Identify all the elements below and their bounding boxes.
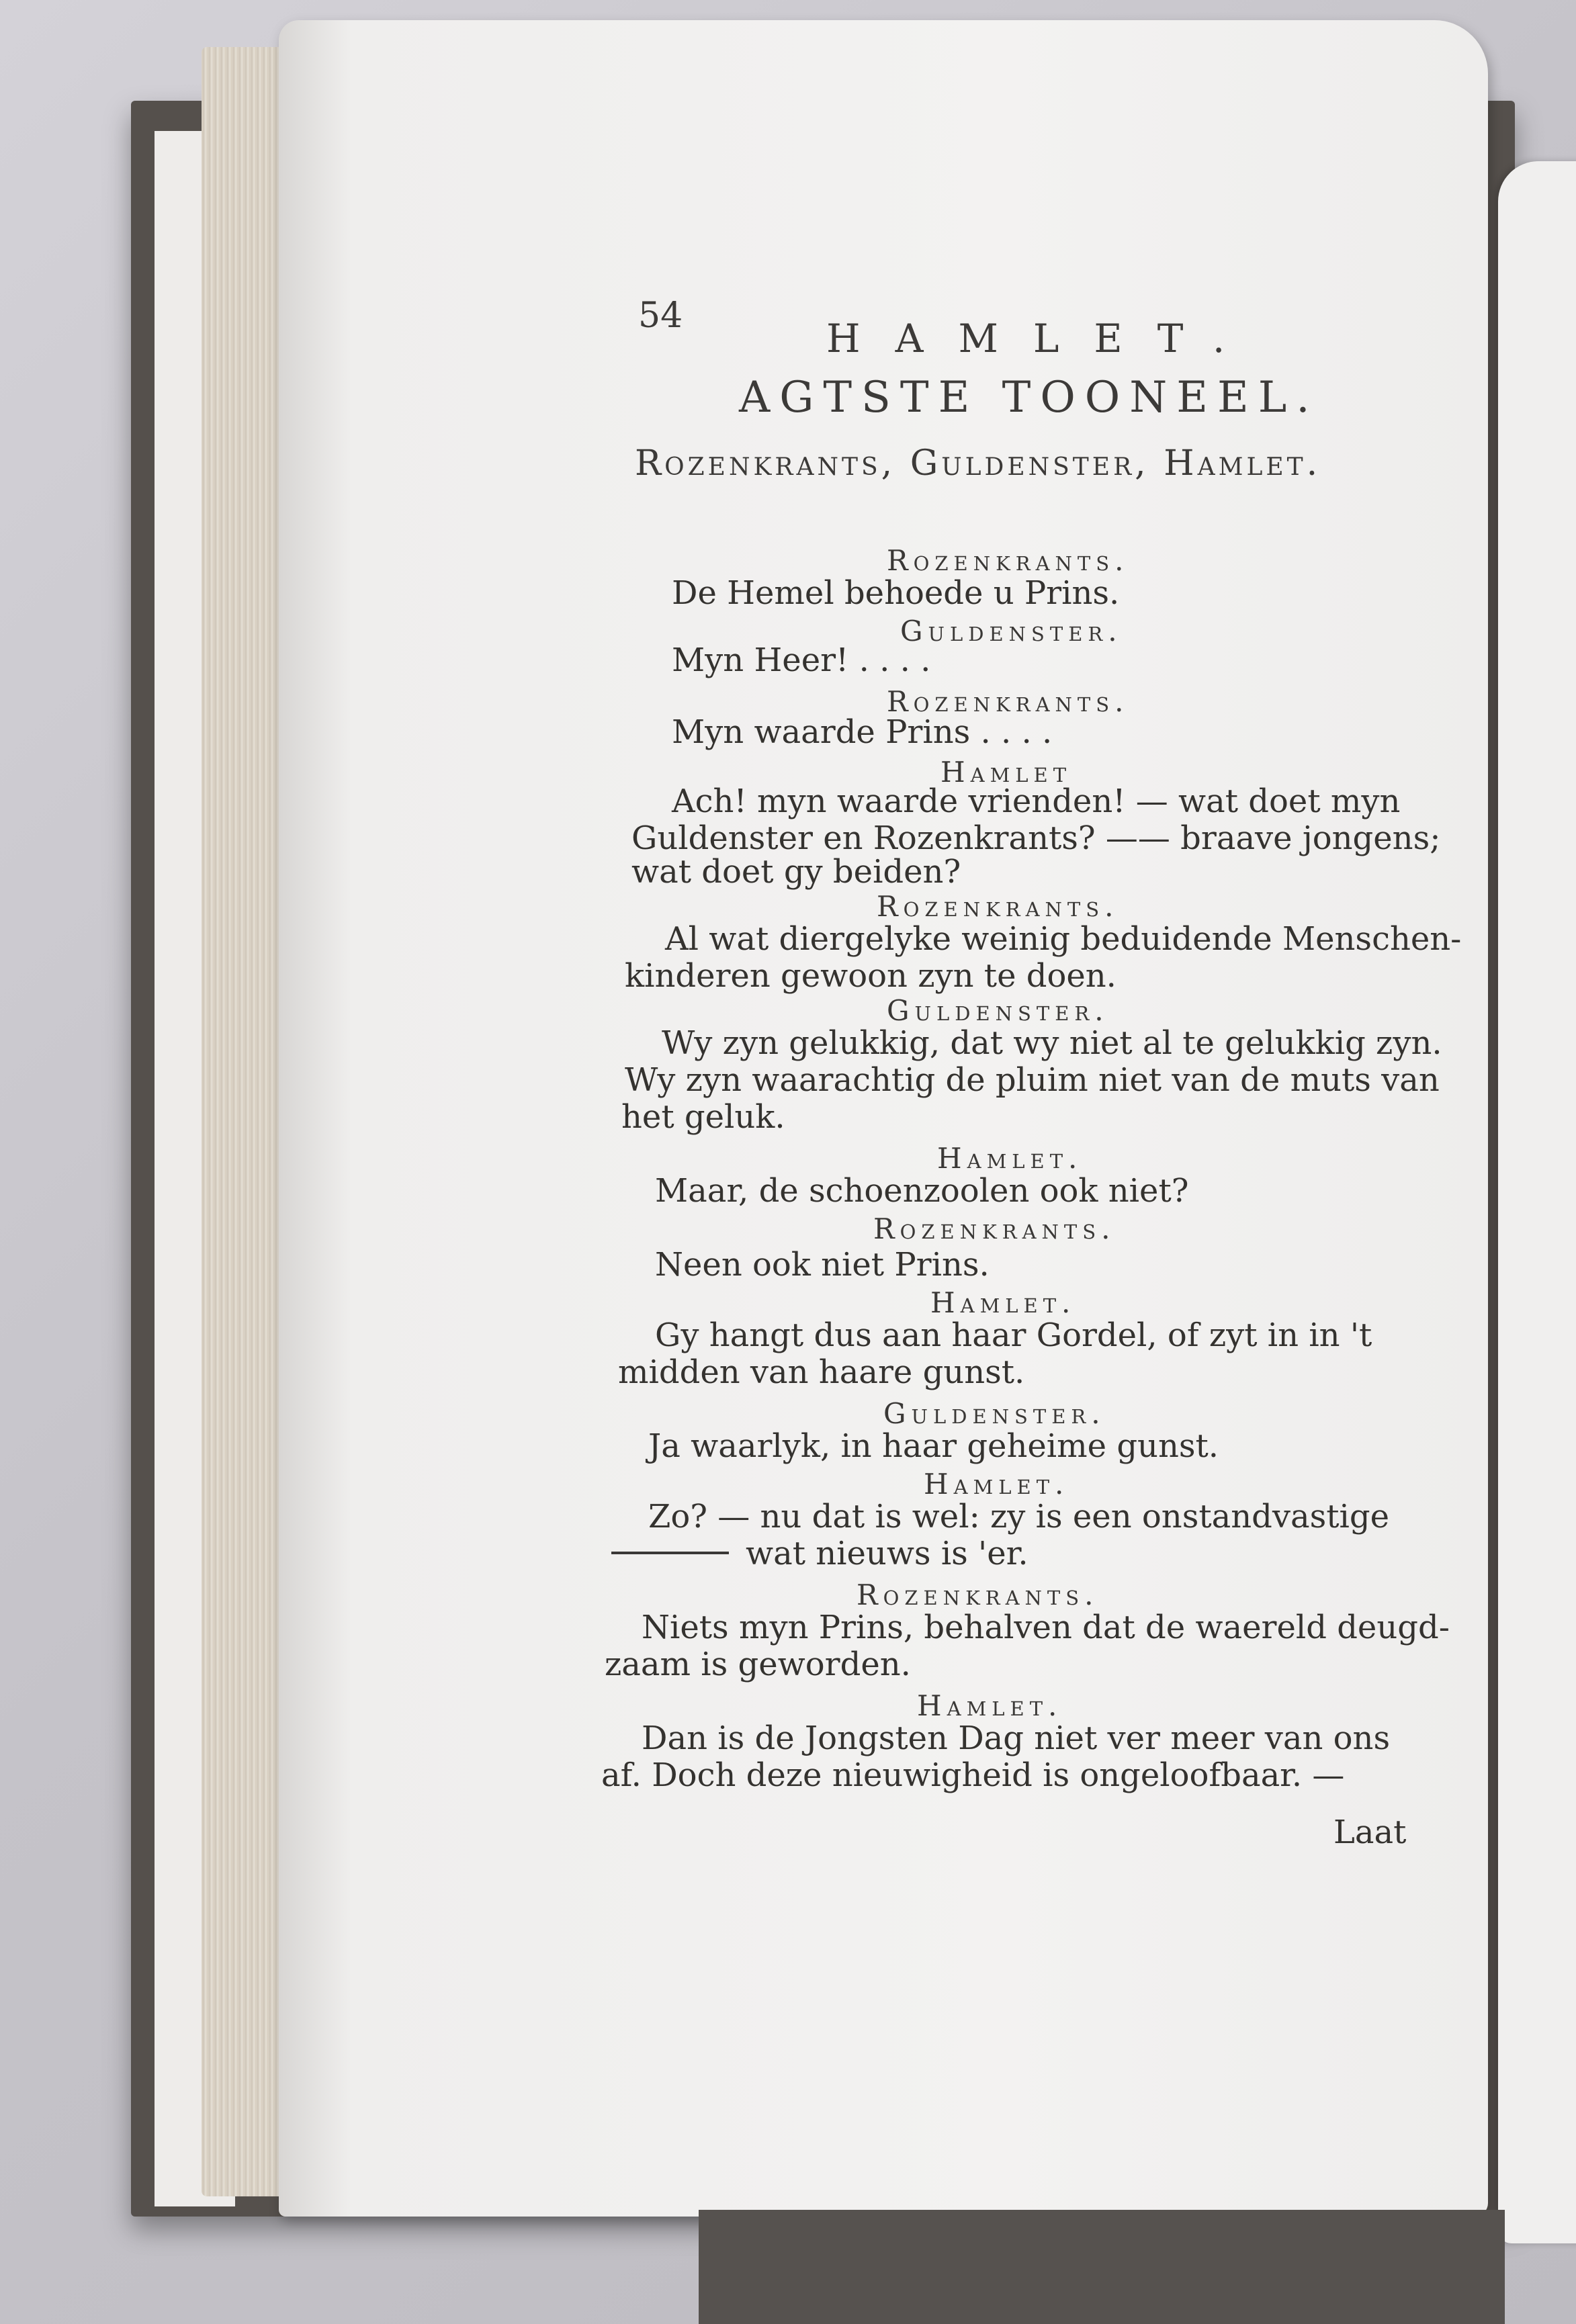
dialogue-line: De Hemel behoede u Prins. xyxy=(672,574,1120,612)
dialogue-line: midden van haare gunst. xyxy=(618,1353,1025,1391)
speaker-name: Hamlet. xyxy=(930,1286,1076,1319)
dialogue-line: het geluk. xyxy=(621,1098,785,1136)
dialogue-line: af. Doch deze nieuwigheid is ongeloofbaar. — xyxy=(601,1756,1345,1794)
dialogue-line: Al wat diergelyke weinig beduidende Menschen- xyxy=(665,920,1462,958)
dialogue-line: Niets myn Prins, behalven dat de waereld deugd- xyxy=(642,1609,1450,1646)
dialogue-line: Ach! myn waarde vrienden! — wat doet myn xyxy=(672,783,1401,820)
speaker-name: Rozenkrants. xyxy=(857,1578,1099,1611)
page-number: 54 xyxy=(638,296,683,336)
cast-list: Rozenkrants, Guldenster, Hamlet. xyxy=(635,443,1321,484)
cover-bottom xyxy=(699,2210,1505,2324)
facing-page-edge xyxy=(1498,161,1576,2243)
dialogue-line: Zo? — nu dat is wel: zy is een onstandvastige xyxy=(648,1498,1390,1535)
dialogue-line: Guldenster en Rozenkrants? —— braave jongens; xyxy=(631,819,1441,857)
speaker-name: Hamlet. xyxy=(917,1689,1063,1722)
dialogue-line: Dan is de Jongsten Dag niet ver meer van ons xyxy=(642,1719,1391,1757)
dialogue-line: Myn waarde Prins . . . . xyxy=(672,713,1053,751)
dialogue-line: kinderen gewoon zyn te doen. xyxy=(625,957,1117,995)
speaker-name: Guldenster. xyxy=(887,994,1109,1027)
running-title: HAMLET. xyxy=(826,316,1260,361)
speaker-name: Hamlet. xyxy=(924,1468,1069,1501)
speaker-name: Rozenkrants. xyxy=(877,890,1119,923)
scene-title: AGTSTE TOONEEL. xyxy=(739,373,1319,422)
dialogue-line: Myn Heer! . . . . xyxy=(672,641,931,679)
dialogue-line: Gy hangt dus aan haar Gordel, of zyt in in 't xyxy=(655,1316,1372,1354)
dialogue-line: Maar, de schoenzoolen ook niet? xyxy=(655,1172,1189,1210)
speaker-name: Rozenkrants. xyxy=(887,544,1129,577)
em-dash-rule xyxy=(611,1552,729,1554)
speaker-name: Guldenster. xyxy=(900,615,1123,647)
speaker-name: Guldenster. xyxy=(883,1397,1106,1430)
speaker-name: Hamlet. xyxy=(937,1142,1083,1175)
catchword: Laat xyxy=(1333,1814,1407,1851)
dialogue-line: Wy zyn gelukkig, dat wy niet al te gelukkig zyn. xyxy=(662,1024,1442,1062)
speaker-name: Rozenkrants. xyxy=(887,685,1129,718)
speaker-name: Hamlet xyxy=(940,756,1072,789)
speaker-name: Rozenkrants. xyxy=(873,1212,1116,1245)
dialogue-line: wat nieuws is 'er. xyxy=(746,1535,1028,1572)
dialogue-line: zaam is geworden. xyxy=(605,1646,911,1683)
dialogue-line: Neen ook niet Prins. xyxy=(655,1246,990,1284)
dialogue-line: Ja waarlyk, in haar geheime gunst. xyxy=(648,1427,1219,1465)
dialogue-line: wat doet gy beiden? xyxy=(631,853,961,891)
dialogue-line: Wy zyn waarachtig de pluim niet van de muts van xyxy=(625,1061,1440,1099)
